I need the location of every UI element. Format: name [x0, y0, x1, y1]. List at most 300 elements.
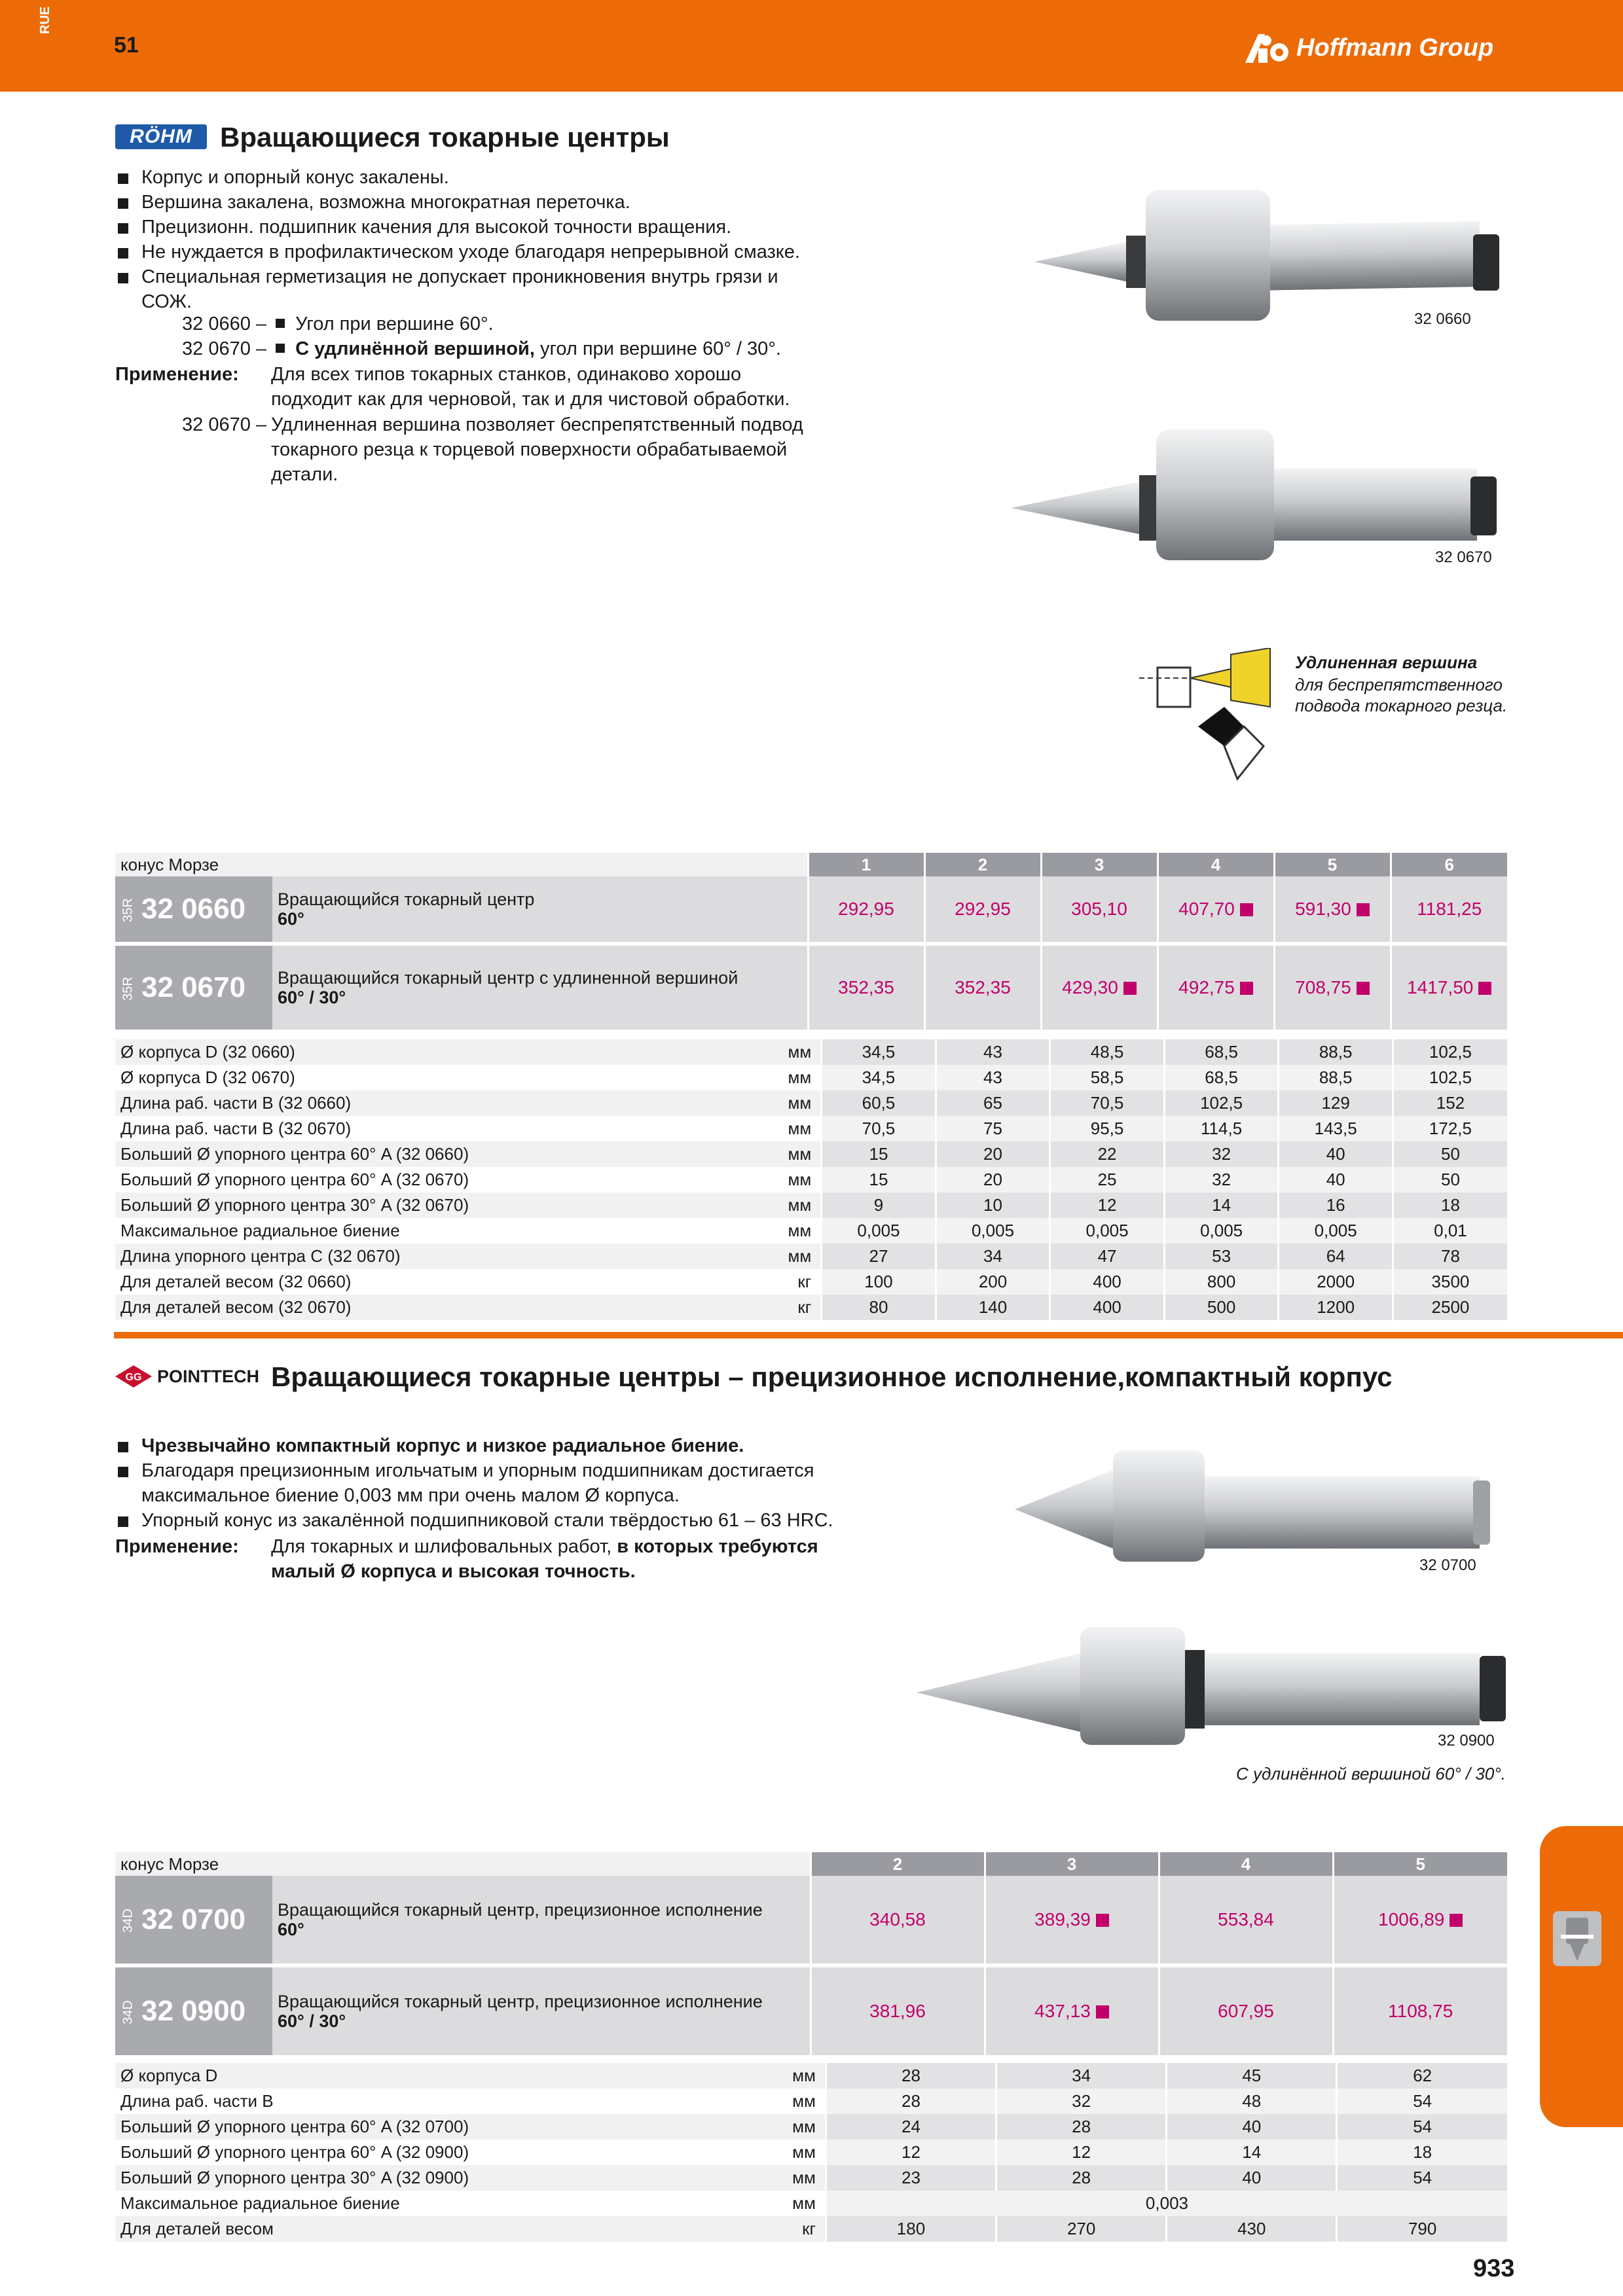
price-cell: [985, 1876, 1159, 1964]
price-cell: [808, 946, 924, 1030]
spec-value: 12: [826, 2140, 996, 2165]
spec-unit: мм: [769, 1141, 821, 1167]
spec-value: 40: [1167, 2165, 1337, 2191]
price: 591,30: [1295, 899, 1351, 919]
spec-value: 24: [826, 2114, 996, 2140]
price-cell: [1159, 1967, 1333, 2055]
spec-unit: мм: [774, 2165, 826, 2191]
spec-unit: кг: [769, 1269, 821, 1295]
price: 1417,50: [1407, 977, 1474, 997]
spec-value: 790: [1337, 2216, 1507, 2242]
spec-label: Для деталей весом: [115, 2216, 774, 2242]
spec-value: 15: [822, 1167, 936, 1193]
spec-label: Больший Ø упорного центра 30° A (32 0900): [115, 2165, 774, 2191]
spec-unit: кг: [769, 1295, 821, 1320]
article-cell: [115, 946, 272, 1030]
spec-value: 18: [1337, 2140, 1507, 2165]
spec-value: 70,5: [1050, 1090, 1165, 1116]
table-header-label: конус Морзе: [115, 1852, 811, 1876]
spec-row: [115, 1295, 1507, 1320]
stock-marker-icon: [1240, 982, 1253, 995]
spec-value: 1200: [1279, 1295, 1393, 1320]
article-cell: [115, 876, 272, 942]
spec-value: 9: [822, 1193, 936, 1218]
spec-unit: кг: [774, 2216, 826, 2242]
column-header: 3: [985, 1852, 1159, 1876]
spec-unit: мм: [774, 2063, 826, 2089]
bullet-item: Не нуждается в профилактическом уходе благодаря непрерывной смазке.: [115, 240, 809, 264]
spec-value: 114,5: [1164, 1116, 1279, 1141]
description-angle: 60°: [278, 1920, 304, 1939]
spec-value: 50: [1393, 1167, 1507, 1193]
spec-value: 0,005: [1050, 1218, 1165, 1244]
spec-unit: мм: [774, 2140, 826, 2165]
spec-value: 140: [936, 1295, 1050, 1320]
spec-value: 64: [1279, 1244, 1393, 1269]
spec-row: [115, 1141, 1507, 1167]
section2-bullets: [115, 1433, 868, 1533]
spec-value: 15: [822, 1141, 936, 1167]
product-row[interactable]: [115, 946, 1507, 1030]
diagram-line: подвода токарного резца.: [1295, 696, 1508, 715]
spec-row: [115, 1116, 1507, 1141]
app2-line: токарного резца к торцевой поверхности обрабатываемой: [271, 439, 788, 460]
spec-value: 28: [996, 2165, 1167, 2191]
spec-row: [115, 1269, 1507, 1295]
spec-value: 70,5: [822, 1116, 936, 1141]
spec-value: 80: [822, 1295, 936, 1320]
price-cell: [811, 1967, 985, 2055]
description: Вращающийся токарный центр, прецизионное исполнение: [278, 1900, 763, 1920]
spec-value: 270: [996, 2216, 1167, 2242]
product-image-320670: [1008, 416, 1506, 567]
price: 292,95: [955, 899, 1011, 919]
price-cell: [1041, 946, 1158, 1030]
lathe-center-icon: [1553, 1911, 1601, 1966]
spec-value: 102,5: [1164, 1090, 1279, 1116]
stock-marker-icon: [1240, 903, 1253, 916]
spec-value: 102,5: [1393, 1065, 1507, 1090]
diagram-line: для беспрепятственного: [1295, 675, 1503, 694]
spec-label: Длина раб. части B (32 0670): [115, 1116, 769, 1141]
table-header-label: конус Морзе: [115, 853, 808, 876]
application-line: [271, 1534, 818, 1559]
stock-marker-icon: [1450, 1914, 1463, 1927]
spec-unit: мм: [769, 1065, 821, 1090]
spec-value: 54: [1337, 2114, 1507, 2140]
spec-row: [115, 1244, 1507, 1269]
spec-value: 800: [1164, 1269, 1279, 1295]
article-number[interactable]: 32 0670: [141, 971, 246, 1003]
article-cell: [115, 1967, 272, 2055]
spec-value: 500: [1164, 1295, 1279, 1320]
bullet-item: Прецизионн. подшипник качения для высокой точности вращения.: [115, 215, 809, 240]
spec-value: 45: [1167, 2063, 1337, 2089]
spec-value: 2000: [1279, 1269, 1393, 1295]
spec-value: 88,5: [1279, 1065, 1393, 1090]
product-image-320660: [1028, 177, 1512, 327]
spec-row: [115, 2140, 1507, 2165]
spec-row: [115, 2063, 1507, 2089]
image-caption-320660: 32 0660: [1414, 310, 1471, 328]
spec-value: 54: [1337, 2165, 1507, 2191]
price: 389,39: [1034, 1909, 1091, 1929]
stock-marker-icon: [1357, 982, 1370, 995]
spec-value: 34: [936, 1244, 1050, 1269]
bullet-continuation: СОЖ.: [141, 291, 192, 312]
price-cell: [1391, 946, 1507, 1030]
product-table-2: [115, 1852, 1507, 2055]
spec-row: [115, 2216, 1507, 2242]
price-cell: [924, 876, 1041, 942]
spec-unit: мм: [774, 2089, 826, 2114]
price-cell: [808, 876, 924, 942]
price-cell: [1159, 1876, 1333, 1964]
spec-row: [115, 1065, 1507, 1090]
price: 292,95: [838, 899, 894, 919]
spec-table-2: [115, 2063, 1507, 2242]
spec-value: 28: [826, 2089, 996, 2114]
article-prefix: 35R: [120, 898, 136, 922]
spec-value: 25: [1050, 1167, 1165, 1193]
section1-title: Вращающиеся токарные центры: [220, 122, 670, 152]
bullet-continuation: максимальное биение 0,003 мм при очень малом Ø корпуса.: [141, 1485, 680, 1506]
spec-value: 50: [1393, 1141, 1507, 1167]
spec-unit: мм: [774, 2191, 826, 2216]
bullet-item: Корпус и опорный конус закалены.: [115, 165, 809, 190]
spec-value: 14: [1164, 1193, 1279, 1218]
spec-value: 0,005: [1279, 1218, 1393, 1244]
price-cell: [1391, 876, 1507, 942]
spec-value: 40: [1279, 1141, 1393, 1167]
column-header: 4: [1159, 1852, 1333, 1876]
price: 407,70: [1178, 899, 1235, 919]
bullet-item: Чрезвычайно компактный корпус и низкое радиальное биение.: [115, 1433, 868, 1458]
spec-value: 32: [1164, 1167, 1279, 1193]
product-image-320700: [1008, 1437, 1512, 1568]
description-cell: [272, 1967, 811, 2055]
spec-value: 65: [936, 1090, 1050, 1116]
price-cell: [985, 1967, 1159, 2055]
price: 1006,89: [1378, 1909, 1445, 1929]
description-cell: [272, 876, 808, 942]
price: 1181,25: [1417, 899, 1482, 919]
article-prefix: 35R: [120, 977, 136, 1001]
column-header: 2: [811, 1852, 985, 1876]
spec-value: 20: [936, 1167, 1050, 1193]
price-cell: [1333, 1876, 1507, 1964]
page-number: 933: [1473, 2255, 1515, 2282]
article-cell: [115, 1876, 272, 1964]
article-prefix: 34D: [120, 2000, 136, 2024]
spec-value: 48: [1167, 2089, 1337, 2114]
pointtech-logo-text: POINTTECH: [157, 1366, 260, 1386]
price: 305,10: [1071, 899, 1127, 919]
variant1-code: 32 0660 –: [182, 314, 267, 334]
spec-value: 95,5: [1050, 1116, 1165, 1141]
spec-row: [115, 1218, 1507, 1244]
application-line: Для всех типов токарных станков, одинаково хорошо: [271, 364, 742, 385]
spec-value: 430: [1167, 2216, 1337, 2242]
description: Вращающийся токарный центр с удлиненной вершиной: [278, 968, 739, 988]
spec-value: 78: [1393, 1244, 1507, 1269]
description: Вращающийся токарный центр, прецизионное исполнение: [278, 1992, 763, 2011]
spec-row: [115, 2114, 1507, 2140]
bullet-square-icon: [276, 319, 285, 328]
spec-row: [115, 2191, 1507, 2216]
pointtech-logo-icon: [115, 1365, 152, 1388]
spec-value: 28: [996, 2114, 1167, 2140]
spec-value: 20: [936, 1141, 1050, 1167]
variant1-line: [182, 312, 494, 336]
spec-value: 53: [1164, 1244, 1279, 1269]
application-line: подходит как для черновой, так и для чистовой обработки.: [271, 389, 790, 410]
section1-bullets: [115, 165, 809, 314]
price: 492,75: [1178, 977, 1235, 997]
pointtech-logo: [115, 1365, 259, 1388]
hoffmann-logo-icon: [1244, 31, 1290, 64]
variant1-text: Угол при вершине 60°.: [295, 314, 494, 334]
column-header: 6: [1391, 853, 1507, 876]
chapter-tab[interactable]: [1540, 1826, 1623, 2127]
image-caption-320670: 32 0670: [1435, 548, 1492, 566]
bullet-item: Благодаря прецизионным игольчатым и упорным подшипникам достигается: [115, 1458, 868, 1483]
spec-value: 10: [936, 1193, 1050, 1218]
product-table-1: [115, 853, 1507, 1030]
image-caption-320900: 32 0900: [1438, 1732, 1495, 1749]
article-number[interactable]: 32 0700: [141, 1903, 246, 1935]
rohm-logo: [115, 124, 207, 149]
spec-value: 32: [1164, 1141, 1279, 1167]
app2-code: 32 0670 –: [182, 414, 267, 435]
spec-value: 34,5: [822, 1039, 936, 1065]
spec-unit: мм: [769, 1244, 821, 1269]
spec-value: 43: [936, 1065, 1050, 1090]
spec-row: [115, 1090, 1507, 1116]
spec-value: 143,5: [1279, 1116, 1393, 1141]
price-cell: [924, 946, 1041, 1030]
variant2-code: 32 0670 –: [182, 338, 267, 359]
spec-value: 68,5: [1164, 1039, 1279, 1065]
spec-value: 102,5: [1393, 1039, 1507, 1065]
product-row[interactable]: [115, 876, 1507, 942]
variant2-text: угол при вершине 60° / 30°.: [534, 338, 781, 359]
app2-line: детали.: [271, 464, 338, 485]
spec-unit: мм: [769, 1193, 821, 1218]
spec-value: 60,5: [822, 1090, 936, 1116]
spec-table-1: [115, 1039, 1507, 1320]
price: 437,13: [1034, 2001, 1091, 2021]
spec-value: 34,5: [822, 1065, 936, 1090]
application-label: Применение:: [115, 1536, 239, 1557]
spec-label: Ø корпуса D (32 0660): [115, 1039, 769, 1065]
spec-value: 0,005: [936, 1218, 1050, 1244]
spec-unit: мм: [769, 1116, 821, 1141]
spec-value: 180: [826, 2216, 996, 2242]
spec-value: 28: [826, 2063, 996, 2089]
article-number[interactable]: 32 0660: [141, 893, 246, 925]
spec-label: Максимальное радиальное биение: [115, 1218, 769, 1244]
price: 607,95: [1218, 2001, 1274, 2021]
spec-value: 32: [996, 2089, 1167, 2114]
spec-label: Ø корпуса D: [115, 2063, 774, 2089]
bullet-item: Упорный конус из закалённой подшипниковой стали твёрдостью 61 – 63 HRC.: [115, 1508, 868, 1533]
price-cell: [1158, 946, 1274, 1030]
spec-label: Ø корпуса D (32 0670): [115, 1065, 769, 1090]
spec-value: 0,005: [822, 1218, 936, 1244]
lathe-center-glyph: [1553, 1911, 1601, 1966]
spec-unit: мм: [769, 1167, 821, 1193]
application-label: Применение:: [115, 364, 239, 385]
spec-value: 22: [1050, 1141, 1165, 1167]
spec-value: 2500: [1393, 1295, 1507, 1320]
spec-value: 200: [936, 1269, 1050, 1295]
spec-unit: мм: [769, 1090, 821, 1116]
spec-unit: мм: [774, 2114, 826, 2140]
price: 429,30: [1062, 977, 1118, 997]
rohm-logo-text: RÖHM: [130, 126, 192, 147]
spec-value: 23: [826, 2165, 996, 2191]
image-caption-320700: 32 0700: [1419, 1556, 1476, 1574]
price-cell: [1274, 876, 1391, 942]
spec-value: 0,01: [1393, 1218, 1507, 1244]
column-header: 5: [1274, 853, 1391, 876]
bullet-item: Вершина закалена, возможна многократная переточка.: [115, 190, 809, 215]
variant2-line: [182, 336, 781, 361]
spec-value: 43: [936, 1039, 1050, 1065]
spec-value: 75: [936, 1116, 1050, 1141]
extended-tip-diagram: [1139, 648, 1296, 805]
price-cell: [1274, 946, 1391, 1030]
spec-row: [115, 2089, 1507, 2114]
product-row[interactable]: [115, 1967, 1507, 2055]
price-cell: [811, 1876, 985, 1964]
article-number[interactable]: 32 0900: [141, 1995, 246, 2027]
spec-value: 129: [1279, 1090, 1393, 1116]
spec-unit: мм: [769, 1218, 821, 1244]
stock-marker-icon: [1096, 1914, 1109, 1927]
spec-label: Больший Ø упорного центра 60° A (32 0900): [115, 2140, 774, 2165]
spec-value: 88,5: [1279, 1039, 1393, 1065]
spec-label: Длина раб. части B (32 0660): [115, 1090, 769, 1116]
description-angle: 60° / 30°: [278, 2011, 346, 2031]
spec-value: 100: [822, 1269, 936, 1295]
column-header: 5: [1333, 1852, 1507, 1876]
article-prefix: 34D: [120, 1909, 136, 1933]
column-header: 2: [924, 853, 1041, 876]
description-angle: 60° / 30°: [278, 988, 346, 1007]
spec-value: 58,5: [1050, 1065, 1165, 1090]
spec-value: 62: [1337, 2063, 1507, 2089]
column-header: 1: [808, 853, 924, 876]
description-cell: [272, 946, 808, 1030]
stock-marker-icon: [1096, 2005, 1109, 2018]
price: 553,84: [1218, 1909, 1274, 1929]
spec-label: Больший Ø упорного центра 60° A (32 0670): [115, 1167, 769, 1193]
spec-label: Больший Ø упорного центра 60° A (32 0660): [115, 1141, 769, 1167]
variant2-bold: С удлинённой вершиной,: [295, 338, 535, 359]
app2-line: Удлиненная вершина позволяет беспрепятственный подвод: [271, 414, 803, 435]
spec-label: Больший Ø упорного центра 30° A (32 0670): [115, 1193, 769, 1218]
application-bold: в которых требуются: [611, 1536, 818, 1557]
spec-label: Длина упорного центра C (32 0670): [115, 1244, 769, 1269]
bullet-item: Специальная герметизация не допускает проникновения внутрь грязи и: [115, 264, 809, 289]
stock-marker-icon: [1357, 903, 1370, 916]
price: 381,96: [869, 2001, 926, 2021]
spec-value: 40: [1167, 2114, 1337, 2140]
price: 352,35: [838, 977, 894, 997]
description-angle: 60°: [278, 909, 304, 929]
description-cell: [272, 1876, 811, 1964]
price-cell: [1041, 876, 1158, 942]
spec-value: 18: [1393, 1193, 1507, 1218]
spec-value: 152: [1393, 1090, 1507, 1116]
spec-value: 68,5: [1164, 1065, 1279, 1090]
column-header: 3: [1041, 853, 1158, 876]
section-divider: [114, 1332, 1623, 1338]
price-cell: [1333, 1967, 1507, 2055]
spec-value: 3500: [1393, 1269, 1507, 1295]
price: 340,58: [869, 1909, 926, 1929]
spec-value: 48,5: [1050, 1039, 1165, 1065]
price: 1108,75: [1388, 2001, 1453, 2021]
section2-title: Вращающиеся токарные центры – прецизионное исполнение,компактный корпус: [271, 1361, 1393, 1392]
spec-label: Больший Ø упорного центра 60° A (32 0700): [115, 2114, 774, 2140]
spec-row: [115, 1167, 1507, 1193]
spec-label: Максимальное радиальное биение: [115, 2191, 774, 2216]
section-number: 51: [114, 33, 139, 58]
spec-value: 54: [1337, 2089, 1507, 2114]
application-text: Для токарных и шлифовальных работ,: [271, 1536, 612, 1557]
spec-row: [115, 1039, 1507, 1065]
spec-value: 40: [1279, 1167, 1393, 1193]
svg-text:GG: GG: [125, 1372, 142, 1383]
logo-text: Hoffmann Group: [1296, 33, 1494, 62]
spec-value: 0,003: [826, 2191, 1507, 2216]
spec-value: 12: [996, 2140, 1167, 2165]
column-header: 4: [1158, 853, 1274, 876]
language-code: RUE: [38, 6, 52, 34]
stock-marker-icon: [1123, 982, 1137, 995]
spec-value: 0,005: [1164, 1218, 1279, 1244]
stock-marker-icon: [1478, 982, 1491, 995]
spec-row: [115, 2165, 1507, 2191]
spec-row: [115, 1193, 1507, 1218]
spec-value: 400: [1050, 1269, 1165, 1295]
spec-value: 12: [1050, 1193, 1165, 1218]
spec-label: Длина раб. части B: [115, 2089, 774, 2114]
spec-value: 47: [1050, 1244, 1165, 1269]
hoffmann-logo: [1244, 31, 1493, 64]
spec-value: 400: [1050, 1295, 1165, 1320]
spec-value: 14: [1167, 2140, 1337, 2165]
price: 352,35: [955, 977, 1011, 997]
spec-value: 27: [822, 1244, 936, 1269]
application-bold: малый Ø корпуса и высокая точность.: [271, 1561, 636, 1582]
product-image-320900: [910, 1621, 1519, 1751]
description: Вращающийся токарный центр: [278, 889, 535, 909]
spec-value: 16: [1279, 1193, 1393, 1218]
image-note-320900: С удлинённой вершиной 60° / 30°.: [1236, 1764, 1506, 1784]
price-cell: [1158, 876, 1274, 942]
spec-unit: мм: [769, 1039, 821, 1065]
price: 708,75: [1295, 977, 1351, 997]
spec-label: Для деталей весом (32 0660): [115, 1269, 769, 1295]
spec-value: 172,5: [1393, 1116, 1507, 1141]
product-row[interactable]: [115, 1876, 1507, 1964]
diagram-title: Удлиненная вершина: [1295, 653, 1478, 672]
spec-value: 34: [996, 2063, 1167, 2089]
